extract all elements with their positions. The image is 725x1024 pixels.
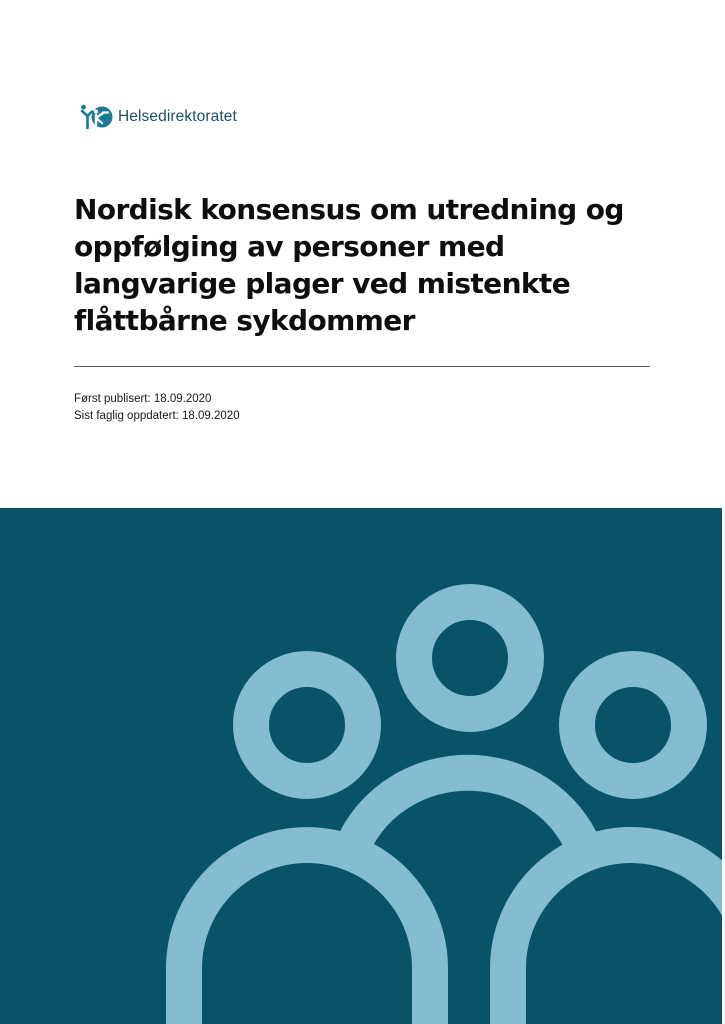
cover-illustration-panel (0, 508, 722, 1024)
figure-body-right (490, 827, 722, 1024)
figure-head-left (251, 669, 363, 781)
figure-body-left (166, 827, 448, 1024)
first-published-date: Først publisert: 18.09.2020 (74, 393, 212, 405)
figure-head-middle (414, 602, 526, 714)
organization-name: Helsedirektoratet (118, 108, 237, 125)
title-line: langvarige plager ved mistenkte (74, 267, 571, 300)
document-title (74, 191, 674, 339)
title-divider (74, 366, 650, 367)
last-updated-date: Sist faglig oppdatert: 18.09.2020 (74, 409, 240, 422)
title-line: oppfølging av personer med (74, 230, 505, 263)
title-line: flåttbårne sykdommer (74, 304, 415, 337)
helsedirektoratet-logo-icon (80, 104, 113, 130)
figure-head-right (577, 669, 689, 781)
title-line: Nordisk konsensus om utredning og (74, 193, 624, 226)
people-group-illustration (0, 508, 722, 1024)
publication-info (74, 391, 240, 424)
organization-logo (80, 103, 237, 131)
figure-body-middle (352, 773, 584, 848)
